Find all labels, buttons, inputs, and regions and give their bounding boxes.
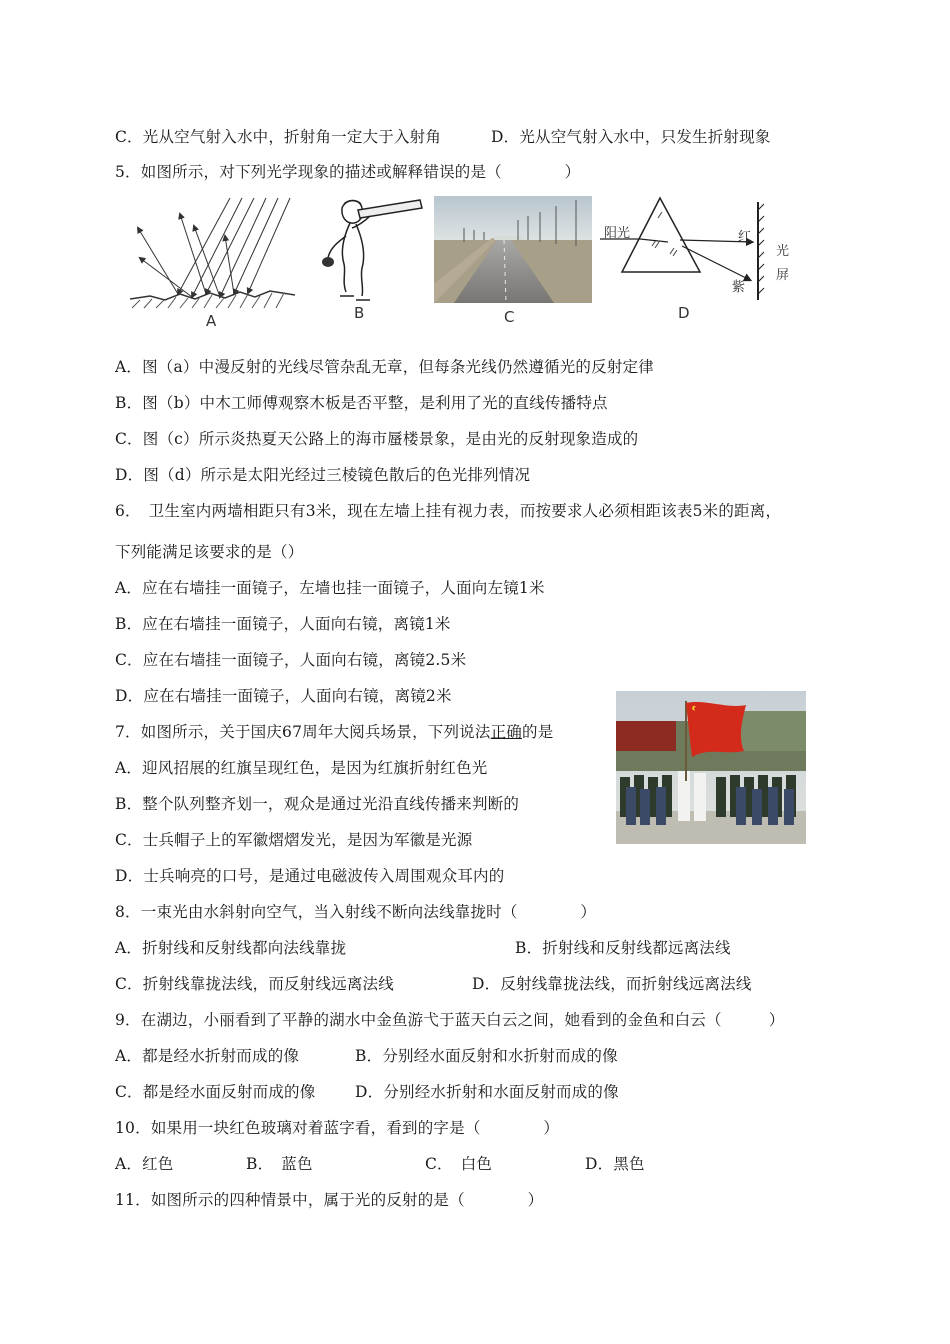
q8-option-c: C．折射线靠拢法线，而反射线远离法线	[115, 975, 394, 993]
q7-stem-post: 的是	[522, 723, 554, 741]
q11-stem: 11．如图所示的四种情景中，属于光的反射的是（ ）	[115, 1191, 544, 1209]
q8-option-b: B．折射线和反射线都远离法线	[515, 939, 731, 957]
q10-option-a: A．红色	[115, 1155, 174, 1173]
q4-option-d: D．光从空气射入水中，只发生折射现象	[491, 128, 771, 146]
q6-option-b: B．应在右墙挂一面镜子，人面向右镜，离镜1米	[115, 615, 451, 633]
q4-option-c: C．光从空气射入水中，折射角一定大于入射角	[115, 128, 442, 146]
figure-c-road-photo	[434, 196, 592, 303]
figure-c-label: C	[504, 308, 515, 326]
q10-option-b: B． 蓝色	[246, 1155, 313, 1173]
q5-option-d: D．图（d）所示是太阳光经过三棱镜色散后的色光排列情况	[115, 466, 531, 484]
q5-stem: 5．如图所示，对下列光学现象的描述或解释错误的是（ ）	[115, 163, 581, 181]
q6-option-a: A．应在右墙挂一面镜子，左墙也挂一面镜子，人面向左镜1米	[115, 579, 545, 597]
prism-label-red: 红	[738, 230, 752, 245]
q6-stem-line-1: 6． 卫生室内两墙相距只有3米，现在左墙上挂有视力表，而按要求人必须相距该表5米的距离，	[115, 502, 782, 520]
q7-option-a: A．迎风招展的红旗呈现红色，是因为红旗折射红色光	[115, 759, 488, 777]
q6-option-c: C．应在右墙挂一面镜子，人面向右镜，离镜2.5米	[115, 651, 467, 669]
prism-label-violet: 紫	[732, 280, 746, 295]
q5-option-b: B．图（b）中木工师傅观察木板是否平整，是利用了光的直线传播特点	[115, 394, 608, 412]
q10-option-d: D．黑色	[585, 1155, 645, 1173]
q5-option-c: C．图（c）所示炎热夏天公路上的海市蜃楼景象，是由光的反射现象造成的	[115, 430, 639, 448]
q7-stem-pre: 7．如图所示，关于国庆67周年大阅兵场景，下列说法	[115, 723, 491, 741]
figure-b-carpenter	[316, 196, 426, 306]
q9-option-d: D．分别经水折射和水面反射而成的像	[355, 1083, 619, 1101]
q7-stem	[115, 721, 553, 743]
q9-option-b: B．分别经水面反射和水折射而成的像	[355, 1047, 618, 1065]
prism-label-screen-1: 光	[776, 244, 790, 259]
q9-stem: 9．在湖边，小丽看到了平静的湖水中金鱼游弋于蓝天白云之间，她看到的金鱼和白云（ ）	[115, 1011, 785, 1029]
q8-option-d: D．反射线靠拢法线，而折射线远离法线	[472, 975, 752, 993]
q9-option-c: C．都是经水面反射而成的像	[115, 1083, 316, 1101]
q10-stem: 10．如果用一块红色玻璃对着蓝字看，看到的字是（ ）	[115, 1119, 560, 1137]
q7-stem-underlined: 正确	[490, 723, 522, 741]
figure-d-prism-dispersion	[600, 196, 800, 306]
q7-option-d: D．士兵响亮的口号，是通过电磁波传入周围观众耳内的	[115, 867, 505, 885]
q6-stem-line-2: 下列能满足该要求的是（）	[115, 543, 304, 561]
prism-label-screen-2: 屏	[776, 268, 790, 283]
parade-photo	[616, 691, 806, 844]
figure-a-label: A	[206, 312, 217, 330]
q5-option-a: A．图（a）中漫反射的光线尽管杂乱无章，但每条光线仍然遵循光的反射定律	[115, 358, 654, 376]
q6-option-d: D．应在右墙挂一面镜子，人面向右镜，离镜2米	[115, 687, 452, 705]
figure-d-label: D	[678, 304, 690, 322]
q7-option-c: C．士兵帽子上的军徽熠熠发光，是因为军徽是光源	[115, 831, 473, 849]
figure-b-label: B	[354, 304, 365, 322]
figure-a-diffuse-reflection	[130, 196, 295, 311]
q10-option-c: C． 白色	[425, 1155, 493, 1173]
q8-option-a: A．折射线和反射线都向法线靠拢	[115, 939, 347, 957]
q7-option-b: B．整个队列整齐划一，观众是通过光沿直线传播来判断的	[115, 795, 520, 813]
q8-stem: 8．一束光由水斜射向空气，当入射线不断向法线靠拢时（ ）	[115, 903, 597, 921]
prism-label-sun: 阳光	[604, 226, 631, 241]
q9-option-a: A．都是经水折射而成的像	[115, 1047, 300, 1065]
